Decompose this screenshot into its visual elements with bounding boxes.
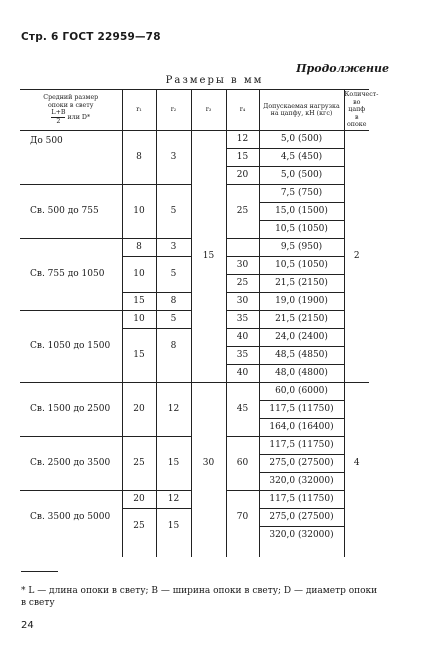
- load-cell: 117,5 (11750): [259, 437, 344, 455]
- r4-cell: 45: [226, 383, 259, 437]
- count-cell: 2: [353, 251, 360, 261]
- group-cell: Св. 500 до 755: [20, 185, 122, 239]
- count-header-line2: во цапф: [348, 98, 366, 114]
- units-caption: Размеры в мм: [165, 75, 264, 86]
- r4-cell: 60: [226, 437, 259, 491]
- r2-cell: 5: [156, 311, 191, 329]
- r4-cell: 70: [226, 491, 259, 545]
- r4-cell: 20: [226, 167, 259, 185]
- r1-cell: 25: [122, 437, 156, 491]
- r1-cell: 10: [122, 257, 156, 293]
- col-header-r4: r₄: [226, 90, 259, 131]
- r3-cell: 30: [191, 383, 226, 545]
- load-cell: 10,5 (1050): [259, 257, 344, 275]
- r2-cell: 8: [156, 329, 191, 365]
- col-header-r3: r₃: [191, 90, 226, 131]
- size-header-tail: или D*: [67, 114, 91, 121]
- load-cell: 24,0 (2400): [259, 329, 344, 347]
- page-header: Стр. 6 ГОСТ 22959—78: [21, 31, 161, 43]
- r1-cell: 10: [122, 311, 156, 329]
- r1-cell: 20: [122, 491, 156, 509]
- load-cell: 117,5 (11750): [259, 401, 344, 419]
- size-header-line1: Средний размер: [43, 94, 99, 101]
- load-cell: 117,5 (11750): [259, 491, 344, 509]
- r4-cell: 35: [226, 347, 259, 365]
- r4-cell: [226, 239, 259, 257]
- load-cell: 275,0 (27500): [259, 455, 344, 473]
- col-header-r1: r₁: [122, 90, 156, 131]
- r1-cell: 10: [122, 185, 156, 239]
- page-number: 24: [21, 620, 34, 631]
- load-header-line1: Допускаемая нагрузка: [263, 102, 340, 110]
- r2-cell: 3: [156, 239, 191, 257]
- r2-cell: 15: [156, 437, 191, 491]
- r1-cell: 25: [122, 509, 156, 545]
- load-cell: 275,0 (27500): [259, 509, 344, 527]
- r2-cell: 5: [156, 185, 191, 239]
- r2-cell: 12: [156, 491, 191, 509]
- col-header-load: [259, 90, 344, 131]
- r4-cell: 25: [226, 275, 259, 293]
- load-cell: 48,0 (4800): [259, 365, 344, 383]
- r4-cell: 25: [226, 185, 259, 239]
- load-cell: 15,0 (1500): [259, 203, 344, 221]
- load-cell: 320,0 (32000): [259, 473, 344, 491]
- table-row-spacer: [20, 545, 369, 557]
- r4-cell: 30: [226, 257, 259, 275]
- r1-cell: 15: [122, 329, 156, 383]
- load-cell: 48,5 (4850): [259, 347, 344, 365]
- load-cell: 164,0 (16400): [259, 419, 344, 437]
- fraction-denominator: 2: [56, 118, 61, 125]
- count-header-line1: Количест-: [344, 91, 379, 99]
- count-header-line3: в опоке: [347, 113, 367, 129]
- load-cell: 60,0 (6000): [259, 383, 344, 401]
- load-cell: 7,5 (750): [259, 185, 344, 203]
- r4-cell: 15: [226, 149, 259, 167]
- load-cell: 9,5 (950): [259, 239, 344, 257]
- r1-cell: 15: [122, 293, 156, 311]
- continuation-label: Продолжение: [296, 62, 389, 75]
- load-cell: 19,0 (1900): [259, 293, 344, 311]
- r3-cell: 15: [191, 131, 226, 383]
- footnote-line1: * L — длина опоки в свету; B — ширина опоки в свету; D — диаметр опоки: [21, 586, 378, 596]
- r2-cell: 8: [156, 293, 191, 311]
- r4-cell: 40: [226, 329, 259, 347]
- r4-cell: 30: [226, 293, 259, 311]
- table-row: [20, 383, 369, 401]
- header-row: [20, 90, 369, 131]
- load-cell: 5,0 (500): [259, 167, 344, 185]
- r2-cell: 3: [156, 131, 191, 185]
- group-cell: Св. 1500 до 2500: [20, 383, 122, 437]
- r2-cell: 15: [156, 509, 191, 545]
- trunnion-table: [20, 89, 379, 557]
- r1-cell: 20: [122, 383, 156, 437]
- footnote: [21, 585, 396, 609]
- col-header-r2: r₂: [156, 90, 191, 131]
- group-cell: До 500: [20, 131, 122, 185]
- size-fraction: [51, 109, 65, 126]
- load-cell: 5,0 (500): [259, 131, 344, 149]
- load-cell: 21,5 (2150): [259, 311, 344, 329]
- load-cell: 10,5 (1050): [259, 221, 344, 239]
- load-cell: 4,5 (450): [259, 149, 344, 167]
- r1-cell: 8: [122, 131, 156, 185]
- col-header-count: [344, 90, 379, 131]
- group-cell: Св. 1050 до 1500: [20, 311, 122, 383]
- r4-cell: 12: [226, 131, 259, 149]
- r4-cell: 40: [226, 365, 259, 383]
- group-cell: Св. 755 до 1050: [20, 239, 122, 311]
- r2-cell: 12: [156, 383, 191, 437]
- size-header-line2: опоки в свету: [48, 101, 94, 109]
- load-header-line2: на цапфу, кН (кгс): [270, 110, 333, 117]
- fraction-numerator: L+B: [51, 109, 66, 116]
- col-header-size: [20, 90, 122, 131]
- r2-cell: 5: [156, 257, 191, 293]
- footnote-line2: в свету: [21, 598, 55, 608]
- load-cell: 21,5 (2150): [259, 275, 344, 293]
- r4-cell: 35: [226, 311, 259, 329]
- group-cell: Св. 2500 до 3500: [20, 437, 122, 491]
- table-row: [20, 131, 369, 149]
- count-cell: 4: [344, 383, 369, 545]
- r2-cell: [156, 365, 191, 383]
- load-cell: 320,0 (32000): [259, 527, 344, 545]
- footnote-divider: [21, 571, 58, 572]
- r1-cell: 8: [122, 239, 156, 257]
- group-cell: Св. 3500 до 5000: [20, 491, 122, 545]
